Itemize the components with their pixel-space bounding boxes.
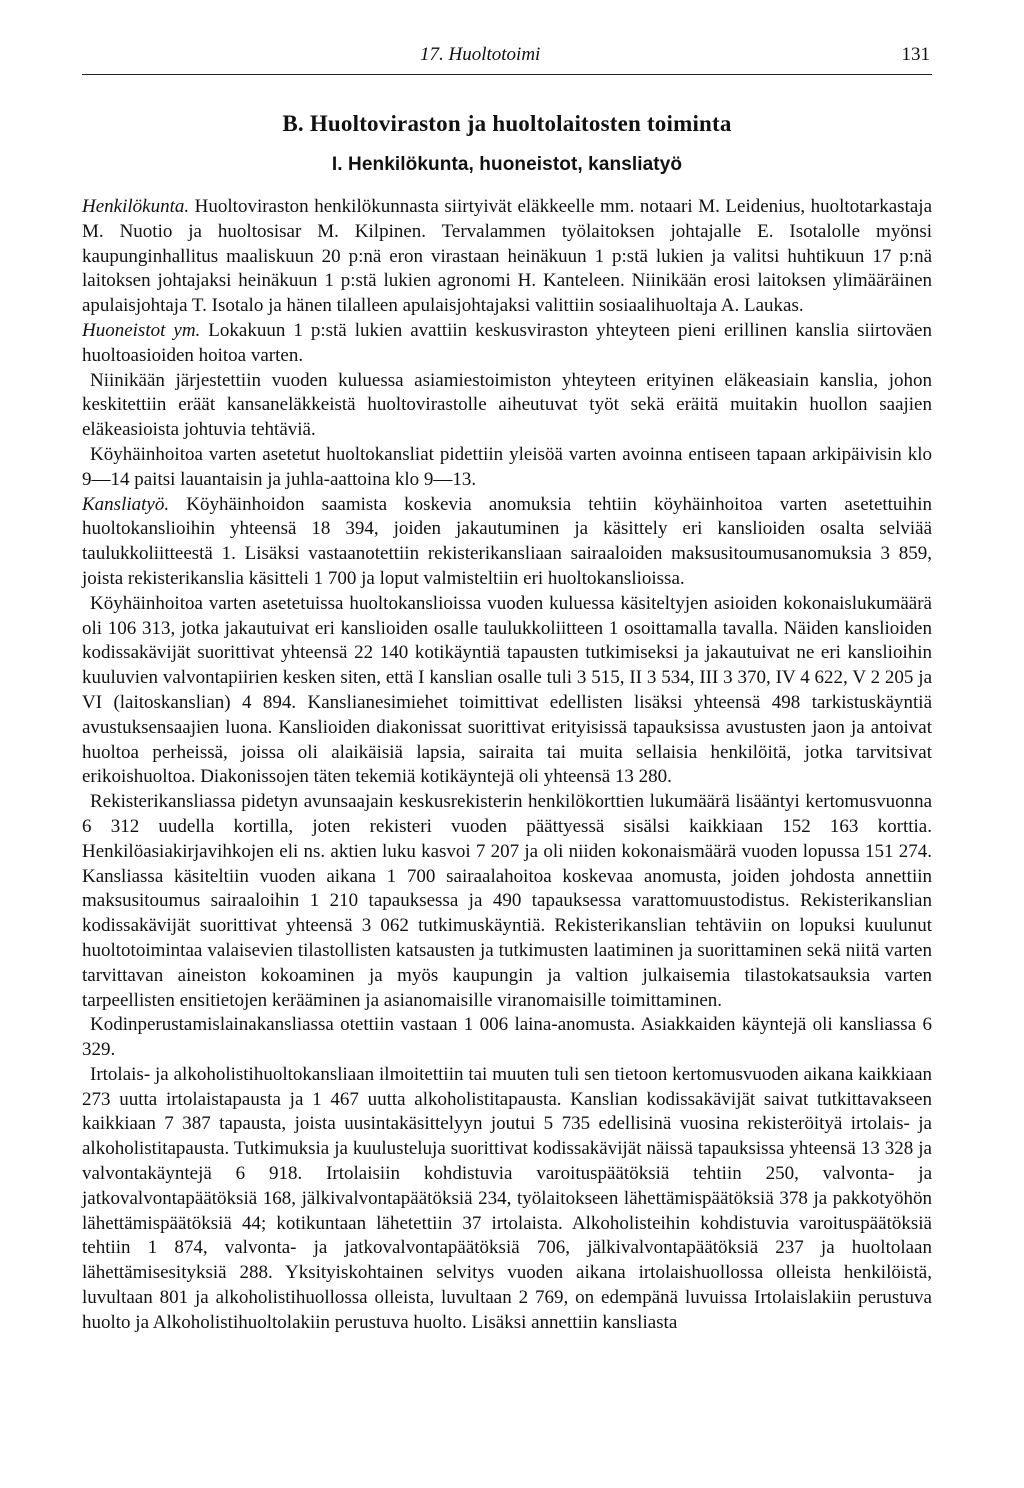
subsection-title: I. Henkilökunta, huoneistot, kansliatyö	[331, 154, 683, 175]
paragraph	[82, 319, 932, 369]
paragraph-run-in-heading: Henkilökunta.	[82, 196, 190, 217]
paragraph-run-in-heading: Huoneistot ym.	[82, 319, 201, 341]
paragraph	[82, 493, 932, 592]
paragraph-text: Huoltoviraston henkilökunnasta siirtyivät eläkkeelle mm. notaari M. Leidenius, huoltotarkastaja M. Nuotio ja huoltosisar M. Kilpinen. Tervalammen työlaitoksen johtajalle E. Isotalolle myönsi kaupunginhallitus maaliskuun 20 p:nä eron virastaan heinäkuun 1 p:stä lukien ja valitsi huhtikuun 17 p:nä laitoksen johtajaksi heinäkuun 1 p:stä lukien agronomi H. Kanteleen. Niinikään erosi laitoksen ylimääräinen apulaisjohtaja T. Isotalo ja hänen tilalleen apulaisjohtajaksi valittiin sosiaalihuoltaja A. Laukas.	[82, 196, 932, 317]
paragraph-text: Kodinperustamislainakansliassa otettiin vastaan 1 006 laina-anomusta. Asiakkaiden käyntejä oli kansliassa 6 329.	[82, 1014, 932, 1061]
paragraph	[82, 195, 932, 319]
paragraph	[82, 1013, 932, 1063]
paragraph	[82, 790, 932, 1013]
paragraph	[82, 1063, 932, 1336]
paragraph	[82, 443, 932, 493]
paragraph-text: Rekisterikansliassa pidetyn avunsaajain keskusrekisterin henkilökorttien lukumäärä lisääntyi kertomusvuonna 6 312 uudella kortilla, joten rekisteri vuoden päättyessä sisälsi kaikkiaan 152 163 korttia. Henkilöasiakirjavihkojen eli ns. aktien luku kasvoi 7 207 ja oli niiden kokonaismäärä vuoden lopussa 151 274. Kansliassa käsiteltiin vuoden aikana 1 700 sairaalahoitoa koskevaa anomusta, joiden johdosta annettiin maksusitoumus sairaaloihin 1 210 tapauksessa ja 490 tapauksessa varattomuustodistus. Rekisterikanslian kodissakävijät suorittivat yhteensä 3 062 tutkimuskäyntiä. Rekisterikanslian tehtäviin on lopuksi kuulunut huoltotoimintaa valaisevien tilastollisten katsausten ja tutkimusten laatiminen ja suorittaminen sekä niitä varten tarvittavan aineiston kokoaminen ja myös kaupungin ja valtion julkaisemia tilastokatsauksia varten tarpeellisten ensitietojen kerääminen ja asianomaisille viranomaisille toimittaminen.	[82, 791, 932, 1011]
running-header	[82, 40, 932, 75]
paragraph	[82, 592, 932, 790]
paragraph-text: Niinikään järjestettiin vuoden kuluessa asiamiestoimiston yhteyteen erityinen eläkeasiain kanslia, johon keskitettiin eräät kansaneläkkeistä huoltovirastolle aiheutuvat työt sekä eräitä muitakin huollon saajien eläkeasioista johtuvia tehtäviä.	[82, 369, 932, 441]
body-text	[82, 195, 932, 1336]
paragraph-run-in-heading: Kansliatyö.	[82, 493, 170, 515]
paragraph-text: Köyhäinhoidon saamista koskevia anomuksia tehtiin köyhäinhoitoa varten asetettuihin huoltokanslioihin yhteensä 18 394, joiden jakautuminen ja käsittely eri kanslioiden osalta selviää taulukkoliitteestä 1. Lisäksi vastaanotettiin rekisterikansliaan sairaaloiden maksusitoumusanomuksia 3 859, joista rekisterikanslia käsitteli 1 700 ja loput valmisteltiin eri huoltokanslioissa.	[82, 493, 932, 589]
section-title: B. Huoltoviraston ja huoltolaitosten toiminta	[282, 111, 732, 136]
page-number: 131	[901, 44, 930, 65]
paragraph-text: Köyhäinhoitoa varten asetetut huoltokansliat pidettiin yleisöä varten avoinna entiseen tapaan arkipäivisin klo 9—14 paitsi lauantaisin ja juhla-aattoina klo 9—13.	[82, 443, 932, 490]
paragraph	[82, 369, 932, 443]
paragraph-text: Lokakuun 1 p:stä lukien avattiin keskusviraston yhteyteen pieni erillinen kanslia siirtoväen huoltoasioiden hoitoa varten.	[82, 319, 932, 366]
chapter-title: 17. Huoltotoimi	[420, 44, 541, 65]
document-page	[82, 40, 932, 1336]
paragraph-text: Köyhäinhoitoa varten asetetuissa huoltokanslioissa vuoden kuluessa käsiteltyjen asioiden kokonaislukumäärä oli 106 313, jotka jakautuivat eri kanslioiden osalle taulukkoliitteen 1 osoittamalla tavalla. Näiden kanslioiden kodissakävijät suorittivat yhteensä 22 140 kotikäyntiä tapausten tutkimiseksi ja jakautuivat ne eri kanslioihin kuuluvien valvontapiirien kesken siten, että I kanslian osalle tuli 3 515, II 3 534, III 3 370, IV 4 622, V 2 205 ja VI (laitoskanslian) 4 894. Kanslianesimiehet toimittivat edellisten lisäksi yhteensä 498 tarkistuskäyntiä avustuksensaajien luona. Kanslioiden diakonissat suorittivat erityisissä tapauksissa avustusten jaon ja antoivat huoltoa perheissä, joissa oli alaikäisiä lapsia, sairaita tai muita sellaisia henkilöitä, jotka tarvitsivat erikoishuoltoa. Diakonissojen täten tekemiä kotikäyntejä oli yhteensä 13 280.	[82, 592, 932, 788]
paragraph-text: Irtolais- ja alkoholistihuoltokansliaan ilmoitettiin tai muuten tuli sen tietoon kertomusvuoden aikana kaikkiaan 273 uutta irtolaistapausta ja 1 467 uutta alkoholistitapausta. Kanslian kodissakävijät saivat tutkittavakseen kaikkiaan 7 387 tapausta, joista uusintakäsittelyyn joutui 5 735 edellisinä vuosina rekisteröityä irtolais- ja alkoholistitapausta. Tutkimuksia ja kuulusteluja suorittivat kodissakävijät näissä tapauksissa yhteensä 13 328 ja valvontakäyntejä 6 918. Irtolaisiin kohdistuvia varoituspäätöksiä tehtiin 250, valvonta- ja jatkovalvontapäätöksiä 168, jälkivalvontapäätöksiä 234, työlaitokseen lähettämispäätöksiä 378 ja pakkotyöhön lähettämispäätöksiä 44; kotikuntaan lähetettiin 37 irtolaista. Alkoholisteihin kohdistuvia varoituspäätöksiä tehtiin 1 874, valvonta- ja jatkovalvontapäätöksiä 706, jälkivalvontapäätöksiä 237 ja huoltolaan lähettämisesityksiä 288. Yksityiskohtainen selvitys vuoden aikana irtolaishuollossa olleista henkilöistä, luvultaan 801 ja alkoholistihuollossa olleista, luvultaan 2 769, on edempänä luvuissa Irtolaislakiin perustuva huolto ja Alkoholistihuoltolakiin perustuva huolto. Lisäksi annettiin kansliasta	[82, 1063, 932, 1333]
